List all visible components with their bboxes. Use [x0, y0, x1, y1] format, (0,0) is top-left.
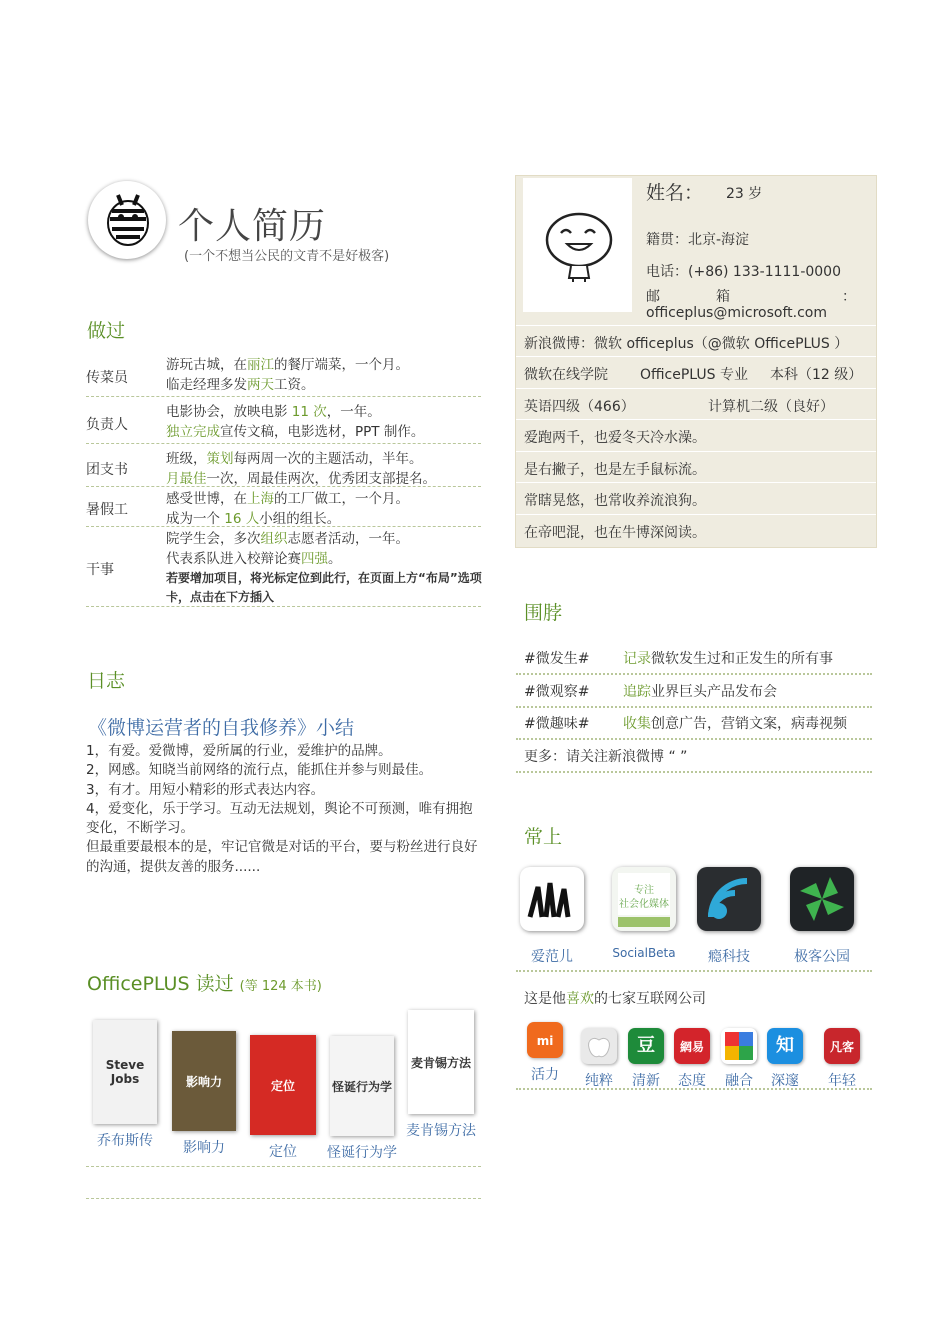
experience-desc — [166, 450, 436, 489]
topic-row[interactable] — [516, 739, 872, 773]
major: OfficePLUS 专业 — [640, 367, 748, 383]
hometown: 籍贯：北京-海淀 — [646, 232, 750, 248]
topic-text: 业界巨头产品发布会 — [651, 683, 777, 700]
email-label: 邮 箱 ： — [646, 289, 856, 305]
experience-role: 团支书 — [86, 461, 128, 478]
app-item[interactable] — [784, 867, 860, 966]
page-title: 个人简历 — [178, 206, 327, 247]
profile-row — [516, 451, 876, 483]
blog-line: 1，有爱。爱微博，爱所属的行业，爱维护的品牌。 — [86, 743, 392, 759]
company-label[interactable]: 清新 — [632, 1073, 660, 1089]
experience-line — [166, 490, 409, 510]
topic-tag[interactable]: #微趣味# — [524, 716, 590, 732]
app-item[interactable] — [691, 867, 767, 966]
experience-text: 丽江 — [247, 357, 274, 373]
company-item[interactable] — [666, 1028, 718, 1090]
experience-note: 若要增加项目，将光标定位到此行，在页面上方“布局”选项卡，点击在下方插入 — [166, 571, 482, 604]
experience-text: 一次，周最佳两次，优秀团支部提名。 — [206, 470, 436, 487]
hobby: 常瞎晃悠，也常收养流浪狗。 — [524, 493, 706, 509]
geekpark-icon[interactable] — [790, 867, 854, 931]
books-count: (等 124 本书) — [239, 979, 322, 994]
company-label[interactable]: 纯粹 — [585, 1073, 613, 1089]
socialbeta-icon[interactable] — [612, 867, 676, 931]
book-title[interactable]: 麦肯锡方法 — [406, 1123, 476, 1139]
company-label[interactable]: 年轻 — [828, 1073, 856, 1089]
book-cover-text: Steve Jobs — [105, 1058, 145, 1086]
company-label[interactable]: 态度 — [678, 1073, 706, 1089]
page-subtitle: (一个不想当公民的文青不是好极客) — [184, 249, 390, 264]
experience-line — [166, 470, 436, 490]
topic-verb: 记录 — [623, 651, 651, 667]
company-item[interactable] — [816, 1028, 868, 1090]
topic-tag[interactable]: #微发生# — [524, 651, 590, 667]
book-cover-text: 怪诞行为学 — [331, 1079, 392, 1094]
experience-desc — [166, 490, 409, 529]
profile-row — [516, 356, 876, 388]
company-glyph: 知 — [776, 1035, 794, 1056]
experience-line — [166, 550, 486, 570]
age: 23 岁 — [726, 186, 763, 202]
experience-text: 游玩古城，在 — [166, 357, 247, 373]
profile-row — [516, 514, 876, 546]
company-item[interactable] — [759, 1028, 811, 1090]
zebra-icon — [88, 181, 166, 259]
experience-text: 志愿者活动，一年。 — [287, 531, 409, 547]
company-logo-icon[interactable] — [721, 1028, 757, 1064]
app-label[interactable]: 爱范儿 — [531, 949, 573, 965]
company-logo-icon[interactable] — [628, 1028, 664, 1064]
degree: 本科（12 级） — [770, 367, 863, 383]
experience-text: 四强 — [301, 550, 328, 567]
hobby: 在帝吧混，也在牛博深阅读。 — [524, 525, 706, 541]
blog-line: 2，网感。知晓当前网络的流行点，能抓住并参与则最佳。 — [86, 762, 433, 779]
experience-role: 暑假工 — [86, 501, 128, 518]
blog-line: 但最重要最根本的是，牢记官微是对话的平台，要与粉丝进行良好的沟通，提供友善的服务...... — [86, 839, 478, 875]
experience-line — [166, 376, 409, 396]
company-label[interactable]: 活力 — [531, 1067, 559, 1083]
section-title-topics: 围脖 — [524, 602, 563, 624]
experience-text: 成为一个 — [166, 510, 225, 527]
book-cover[interactable] — [93, 1020, 157, 1124]
books-title: OfficePLUS 读过 — [87, 973, 234, 995]
experience-text: 两天 — [247, 376, 274, 393]
blog-title[interactable]: 《微博运营者的自我修养》小结 — [88, 717, 355, 739]
name-label: 姓名： — [646, 182, 704, 204]
company-label[interactable]: 融合 — [725, 1073, 753, 1089]
experience-row — [86, 448, 481, 487]
company-item[interactable] — [573, 1028, 625, 1090]
weibo: 新浪微博：微软 officeplus（@微软 OfficePLUS ） — [524, 336, 849, 352]
profile-row — [516, 419, 876, 451]
profile-row — [516, 482, 876, 514]
blog-body — [86, 742, 484, 877]
topic-desc — [623, 713, 847, 733]
experience-row — [86, 354, 481, 397]
experience-text: 院学生会，多次 — [166, 531, 261, 547]
svg-text:专注: 专注 — [634, 885, 654, 896]
email[interactable]: officeplus@microsoft.com — [646, 305, 827, 321]
profile-row — [516, 325, 876, 357]
company-item[interactable] — [713, 1028, 765, 1090]
experience-line — [166, 423, 424, 443]
company-glyph: mi — [536, 1034, 554, 1048]
experience-text: 班级， — [166, 451, 207, 467]
book-cover-text: 定位 — [270, 1078, 295, 1093]
experience-line — [166, 403, 424, 423]
book-cover[interactable] — [330, 1036, 394, 1136]
experience-desc — [166, 530, 486, 607]
school: 微软在线学院 — [524, 367, 608, 383]
experience-text: 代表系队进入校辩论赛 — [166, 550, 301, 567]
book-cover[interactable] — [172, 1031, 236, 1131]
experience-text: 小组的组长。 — [259, 510, 341, 527]
experience-role: 干事 — [86, 561, 114, 578]
experience-text: 的工厂做工，一个月。 — [274, 491, 409, 507]
english-level: 英语四级（466） — [524, 399, 635, 415]
experience-text: 11 次 — [291, 404, 327, 420]
divider — [86, 1166, 481, 1167]
experience-role: 传菜员 — [86, 369, 128, 386]
divider — [516, 1088, 872, 1090]
company-glyph: 網易 — [679, 1040, 704, 1054]
topic-text: 微软发生过和正发生的所有事 — [651, 651, 833, 667]
experience-text: 16 人 — [224, 510, 260, 527]
experience-text: 独立完成 — [166, 423, 220, 440]
blog-line: 4，爱变化，乐于学习。互动无法规划，舆论不可预测，唯有拥抱变化，不断学习。 — [86, 800, 473, 837]
topic-desc — [623, 681, 777, 701]
section-title-books — [87, 969, 322, 996]
experience-line — [166, 356, 409, 376]
section-title-done: 做过 — [87, 320, 126, 342]
experience-row — [86, 488, 481, 527]
divider — [516, 970, 872, 972]
blog-line: 3，有才。用短小精彩的形式表达内容。 — [86, 781, 325, 798]
topic-desc — [623, 648, 833, 668]
profile-row — [516, 388, 876, 420]
experience-text: 工资。 — [274, 376, 315, 393]
experience-text: 策划 — [206, 451, 234, 467]
profile-card — [515, 175, 877, 548]
phone: 电话：(+86) 133-1111-0000 — [646, 264, 842, 280]
experience-text: 每两周一次的主题活动，半年。 — [233, 451, 423, 467]
experience-line — [166, 510, 409, 530]
hobby: 爱跑两千，也爱冬天冷水澡。 — [524, 430, 706, 446]
company-item[interactable] — [620, 1028, 672, 1090]
experience-line — [166, 450, 436, 470]
company-logo-icon[interactable] — [767, 1028, 803, 1064]
company-glyph: 凡客 — [829, 1040, 854, 1054]
topic-verb: 收集 — [623, 716, 651, 732]
experience-text: 电影协会，放映电影 — [166, 404, 292, 420]
experience-text: 宣传文稿，电影选材，PPT 制作。 — [220, 423, 425, 440]
experience-desc — [166, 356, 409, 395]
topic-verb: 追踪 — [623, 683, 651, 700]
hobby: 是右撇子，也是左手鼠标流。 — [524, 462, 706, 478]
experience-text: 组织 — [260, 531, 288, 547]
company-logo-icon[interactable] — [674, 1028, 710, 1064]
topic-row[interactable] — [516, 674, 872, 708]
computer-level: 计算机二级（良好） — [708, 399, 834, 415]
book-item[interactable] — [394, 1010, 488, 1140]
experience-desc — [166, 403, 424, 442]
section-title-frequent: 常上 — [524, 826, 563, 848]
topic-tag[interactable]: #微观察# — [524, 683, 590, 700]
book-cover-text: 影响力 — [185, 1074, 222, 1089]
app-label[interactable]: 瘾科技 — [708, 949, 750, 965]
engadget-icon[interactable] — [697, 867, 761, 931]
companies-intro: 这是他喜欢的七家互联网公司 — [524, 991, 706, 1007]
company-logo-icon[interactable] — [824, 1028, 860, 1064]
cartoon-face-icon — [523, 178, 632, 312]
company-item[interactable] — [519, 1022, 571, 1084]
book-title[interactable]: 定位 — [269, 1144, 297, 1160]
company-glyph: 豆 — [637, 1035, 655, 1056]
topic-row[interactable] — [516, 641, 872, 675]
experience-text: ，一年。 — [326, 404, 381, 420]
experience-role: 负责人 — [86, 416, 128, 433]
book-title[interactable]: 影响力 — [183, 1140, 225, 1156]
experience-text: 感受世博，在 — [166, 491, 247, 507]
app-item[interactable] — [514, 867, 590, 966]
ifanr-icon[interactable] — [520, 867, 584, 931]
section-title-blog: 日志 — [87, 670, 126, 692]
experience-text: 月最佳 — [166, 470, 207, 487]
experience-row — [86, 401, 481, 444]
topic-row[interactable] — [516, 706, 872, 740]
zebra-avatar — [88, 181, 166, 259]
profile-photo — [523, 178, 632, 312]
company-label[interactable]: 深邃 — [771, 1073, 799, 1089]
book-title[interactable]: 乔布斯传 — [97, 1133, 153, 1149]
company-logo-icon[interactable] — [581, 1028, 617, 1064]
app-label[interactable]: SocialBeta — [612, 946, 676, 960]
topic-tag[interactable]: 更多：请关注新浪微博 “ ” — [524, 748, 688, 765]
svg-text:社会化媒体: 社会化媒体 — [619, 899, 669, 910]
experience-row — [86, 528, 481, 607]
book-title[interactable]: 怪诞行为学 — [327, 1145, 397, 1161]
app-label[interactable]: 极客公园 — [794, 949, 850, 965]
book-cover[interactable] — [408, 1010, 474, 1114]
company-logo-icon[interactable] — [527, 1022, 563, 1058]
book-cover[interactable] — [250, 1035, 316, 1135]
app-item[interactable] — [606, 867, 682, 960]
experience-text: 上海 — [247, 491, 274, 507]
book-cover-text: 麦肯锡方法 — [410, 1055, 471, 1070]
experience-text: 的餐厅端菜，一个月。 — [274, 357, 409, 373]
divider — [86, 1198, 481, 1199]
topic-text: 创意广告，营销文案，病毒视频 — [651, 716, 847, 732]
experience-line — [166, 530, 486, 550]
experience-text: 临走经理多发 — [166, 376, 247, 393]
experience-text: 。 — [328, 550, 342, 567]
